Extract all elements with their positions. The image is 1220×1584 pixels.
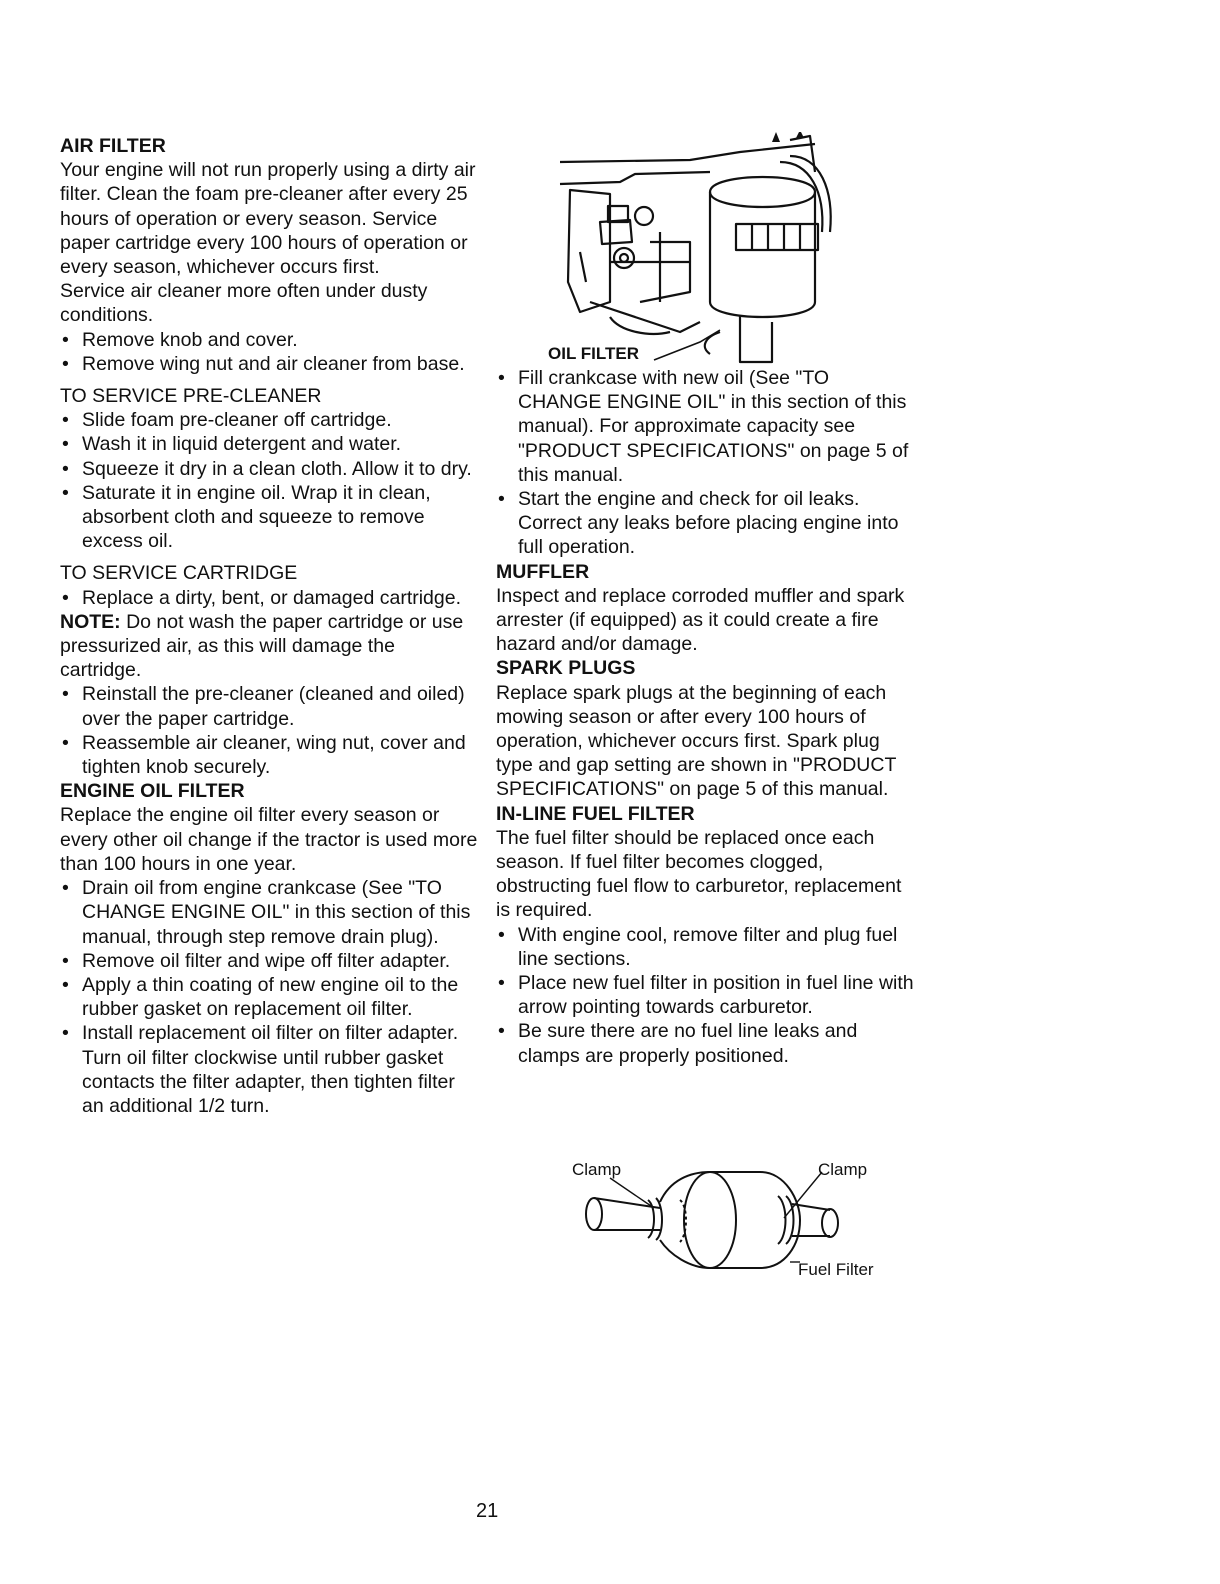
- pre-cleaner-steps: [60, 408, 480, 553]
- list-item: • Place new fuel filter in position in fuel line with arrow pointing towards carburetor.: [496, 971, 916, 1019]
- list-item: • Replace a dirty, bent, or damaged cartridge.: [60, 586, 480, 610]
- list-item: • Reassemble air cleaner, wing nut, cover and tighten knob securely.: [60, 731, 480, 779]
- fuel-filter-heading: IN-LINE FUEL FILTER: [496, 802, 695, 825]
- clamp-right-label: Clamp: [818, 1160, 868, 1179]
- list-item: • Reinstall the pre-cleaner (cleaned and oiled) over the paper cartridge.: [60, 682, 480, 730]
- list-item: • Start the engine and check for oil leaks. Correct any leaks before placing engine into full operation.: [496, 487, 916, 560]
- page-number: 21: [476, 1500, 499, 1522]
- fuel-filter-label: Fuel Filter: [798, 1260, 874, 1279]
- fuel-filter-illustration: [560, 1150, 900, 1290]
- engine-oil-filter-steps-continued: [496, 366, 916, 560]
- pre-cleaner-heading: TO SERVICE PRE-CLEANER: [60, 385, 322, 408]
- spark-plugs-text: Replace spark plugs at the beginning of each mowing season or after every 100 hours of operation, whichever occurs first. Spark plug type and gap setting are shown in "PRODUCT SPECIFICATIONS" on page 5 of this manual.: [496, 681, 897, 801]
- list-item: • Slide foam pre-cleaner off cartridge.: [60, 408, 480, 432]
- right-column: [496, 366, 916, 1068]
- cartridge-heading: TO SERVICE CARTRIDGE: [60, 562, 298, 585]
- note-text: Do not wash the paper cartridge or use pressurized air, as this will damage the cartridge.: [60, 610, 464, 682]
- list-item: • Fill crankcase with new oil (See "TO CHANGE ENGINE OIL" in this section of this manual). For approximate capacity see "PRODUCT SPECIFICATIONS" on page 5 of this manual.: [496, 366, 916, 487]
- list-item: • Saturate it in engine oil. Wrap it in clean, absorbent cloth and squeeze to remove excess oil.: [60, 481, 480, 554]
- list-item: • Install replacement oil filter on filter adapter. Turn oil filter clockwise until rubber gasket contacts the filter adapter, then tighten filter an additional 1/2 turn.: [60, 1021, 480, 1118]
- oil-filter-drawing: [540, 132, 840, 368]
- engine-oil-filter-steps: [60, 876, 480, 1118]
- muffler-heading: MUFFLER: [496, 560, 590, 583]
- cartridge-note: [60, 610, 480, 683]
- oil-filter-illustration: [540, 132, 840, 368]
- engine-oil-filter-heading: ENGINE OIL FILTER: [60, 780, 245, 803]
- cartridge-steps: [60, 586, 480, 610]
- engine-oil-filter-intro: Replace the engine oil filter every season or every other oil change if the tractor is used more than 100 hours in one year.: [60, 804, 478, 875]
- cartridge-steps-2: [60, 682, 480, 779]
- list-item: • Drain oil from engine crankcase (See "TO CHANGE ENGINE OIL" in this section of this manual, through step remove drain plug).: [60, 876, 480, 949]
- oil-filter-label: OIL FILTER: [548, 344, 639, 363]
- left-column: [60, 134, 480, 1118]
- fuel-filter-steps: [496, 923, 916, 1068]
- spark-plugs-heading: SPARK PLUGS: [496, 657, 636, 680]
- list-item: • Be sure there are no fuel line leaks and clamps are properly positioned.: [496, 1019, 916, 1067]
- fuel-filter-text: The fuel filter should be replaced once each season. If fuel filter becomes clogged, obstructing fuel flow to carburetor, replacement is required.: [496, 826, 902, 922]
- list-item: • With engine cool, remove filter and plug fuel line sections.: [496, 923, 916, 971]
- air-filter-intro2: Service air cleaner more often under dusty conditions.: [60, 280, 428, 327]
- air-filter-heading: AIR FILTER: [60, 135, 166, 157]
- list-item: • Remove wing nut and air cleaner from base.: [60, 352, 480, 376]
- air-filter-steps: [60, 328, 480, 376]
- air-filter-intro: Your engine will not run properly using a dirty air filter. Clean the foam pre-cleaner after every 25 hours of operation or every season. Service paper cartridge every 100 hours of operation or every season, whichever occurs first.: [60, 159, 476, 279]
- muffler-text: Inspect and replace corroded muffler and spark arrester (if equipped) as it could create a fire hazard and/or damage.: [496, 584, 905, 656]
- list-item: • Apply a thin coating of new engine oil to the rubber gasket on replacement oil filter.: [60, 973, 480, 1021]
- note-label: NOTE:: [60, 610, 121, 633]
- list-item: • Remove knob and cover.: [60, 328, 480, 352]
- list-item: • Remove oil filter and wipe off filter adapter.: [60, 949, 480, 973]
- clamp-left-label: Clamp: [572, 1160, 622, 1179]
- list-item: • Wash it in liquid detergent and water.: [60, 432, 480, 456]
- list-item: • Squeeze it dry in a clean cloth. Allow it to dry.: [60, 457, 480, 481]
